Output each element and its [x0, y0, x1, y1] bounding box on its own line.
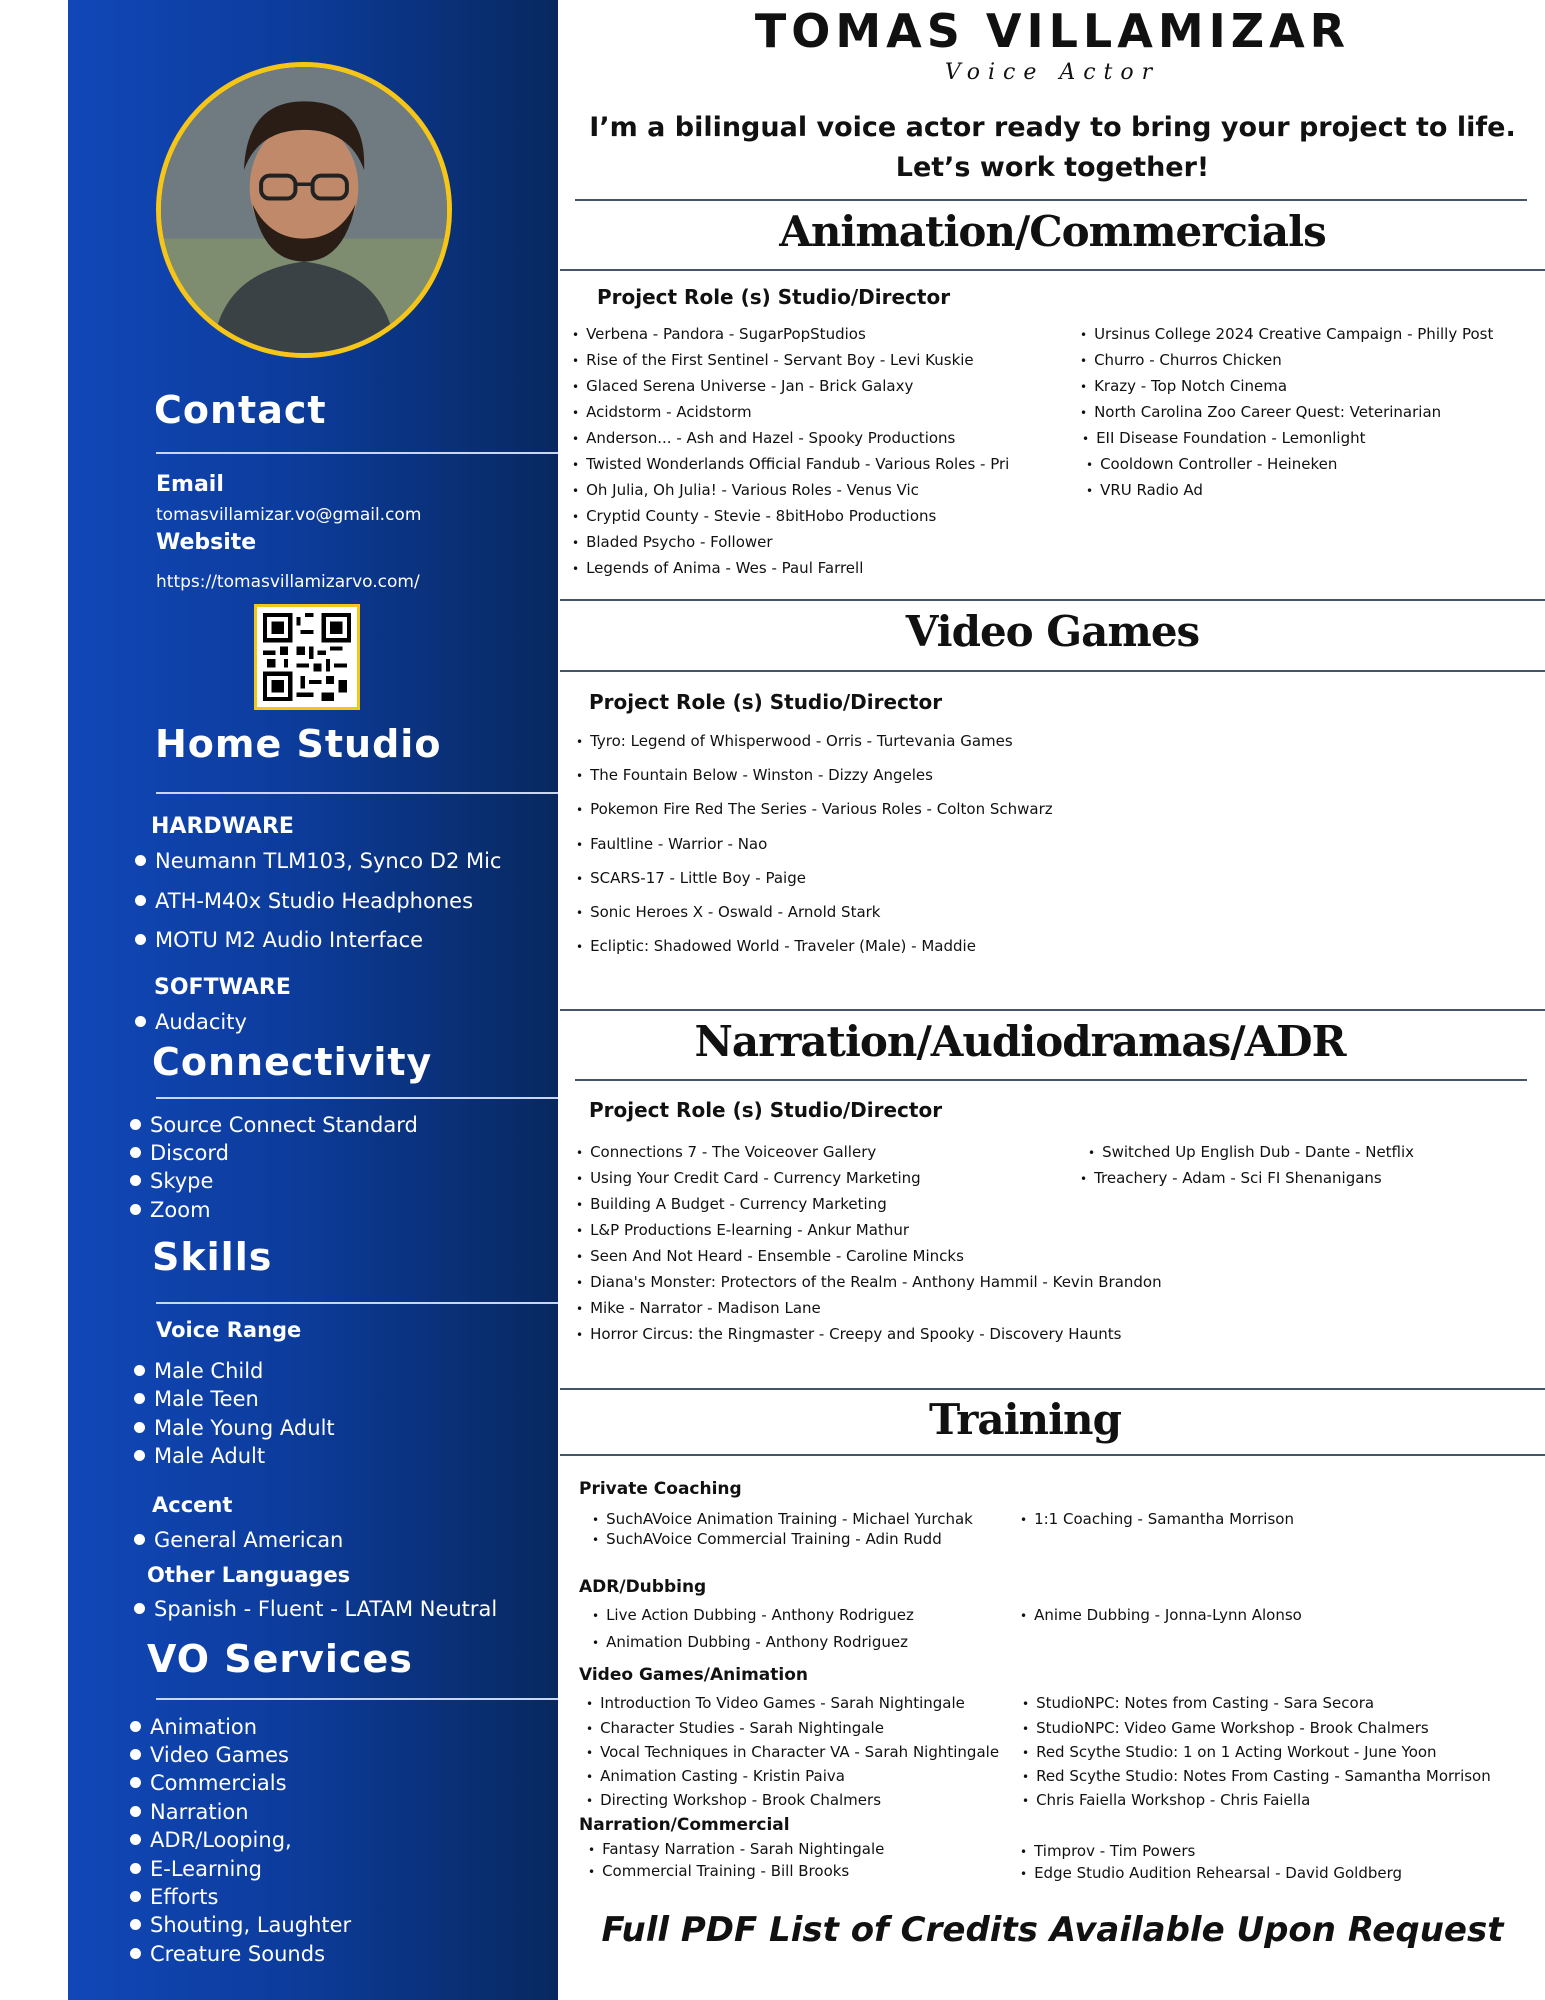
credit-item: • Acidstorm - Acidstorm	[572, 403, 752, 421]
vo-services-title: VO Services	[147, 1637, 413, 1681]
training-item: • Vocal Techniques in Character VA - Sarah Nightingale	[586, 1743, 999, 1761]
video-games-title: Video Games	[905, 607, 1200, 656]
hardware-item: Neumann TLM103, Synco D2 Mic	[135, 849, 501, 873]
contact-title: Contact	[154, 388, 327, 432]
service-item: Animation	[130, 1715, 257, 1739]
credit-item: • Seen And Not Heard - Ensemble - Caroline Mincks	[576, 1247, 964, 1265]
skills-title: Skills	[152, 1235, 273, 1279]
credit-item: • Cooldown Controller - Heineken	[1086, 455, 1337, 473]
voice-range-item: Male Teen	[134, 1387, 259, 1411]
credits-footer: Full PDF List of Credits Available Upon Request	[601, 1910, 1504, 1950]
training-item: • 1:1 Coaching - Samantha Morrison	[1020, 1510, 1294, 1528]
training-item: • Edge Studio Audition Rehearsal - David Goldberg	[1020, 1864, 1402, 1882]
credit-item: • Mike - Narrator - Madison Lane	[576, 1299, 821, 1317]
credit-item: • Sonic Heroes X - Oswald - Arnold Stark	[576, 903, 881, 921]
credit-item: • Rise of the First Sentinel - Servant Boy - Levi Kuskie	[572, 351, 974, 369]
website-link[interactable]: https://tomasvillamizarvo.com/	[156, 572, 420, 592]
credit-item: • Connections 7 - The Voiceover Gallery	[576, 1143, 876, 1161]
training-item: • Animation Dubbing - Anthony Rodriguez	[592, 1633, 908, 1651]
training-item: • SuchAVoice Animation Training - Michael Yurchak	[592, 1510, 973, 1528]
other-languages-label: Other Languages	[147, 1563, 351, 1587]
training-item: • Animation Casting - Kristin Paiva	[586, 1767, 845, 1785]
software-label: SOFTWARE	[154, 975, 291, 1000]
training-item: • StudioNPC: Notes from Casting - Sara Secora	[1022, 1694, 1374, 1712]
page-title: TOMAS VILLAMIZAR	[754, 4, 1351, 58]
home-studio-title: Home Studio	[155, 722, 442, 766]
divider	[560, 670, 1545, 672]
profile-photo	[156, 62, 452, 358]
email-link[interactable]: tomasvillamizar.vo@gmail.com	[156, 505, 422, 525]
training-item: • StudioNPC: Video Game Workshop - Brook Chalmers	[1022, 1719, 1429, 1737]
connectivity-item: Zoom	[130, 1198, 211, 1222]
service-item: Creature Sounds	[130, 1942, 325, 1966]
connectivity-item: Source Connect Standard	[130, 1113, 418, 1137]
training-item: • Red Scythe Studio: 1 on 1 Acting Workout - June Yoon	[1022, 1743, 1437, 1761]
credit-item: • Ursinus College 2024 Creative Campaign - Philly Post	[1080, 325, 1493, 343]
skills-divider	[156, 1302, 558, 1304]
animation-column-header: Project Role (s) Studio/Director	[597, 285, 951, 309]
hardware-item: MOTU M2 Audio Interface	[135, 928, 423, 952]
voice-range-item: Male Young Adult	[134, 1416, 335, 1440]
service-item: E-Learning	[130, 1857, 262, 1881]
narration-column-header: Project Role (s) Studio/Director	[589, 1098, 943, 1122]
divider	[560, 1009, 1545, 1011]
credit-item: • Legends of Anima - Wes - Paul Farrell	[572, 559, 863, 577]
accent-label: Accent	[152, 1493, 233, 1517]
divider	[575, 199, 1527, 201]
service-item: Efforts	[130, 1885, 218, 1909]
credit-item: • Using Your Credit Card - Currency Marketing	[576, 1169, 921, 1187]
tagline-line-2: Let’s work together!	[895, 152, 1210, 183]
tagline-line-1: I’m a bilingual voice actor ready to bring your project to life.	[589, 112, 1516, 143]
divider	[560, 1388, 1545, 1390]
subtitle: Voice Actor	[944, 60, 1161, 85]
credit-item: • Faultline - Warrior - Nao	[576, 835, 767, 853]
credit-item: • The Fountain Below - Winston - Dizzy Angeles	[576, 766, 933, 784]
credit-item: • Verbena - Pandora - SugarPopStudios	[572, 325, 866, 343]
sidebar	[68, 0, 558, 2000]
service-item: Shouting, Laughter	[130, 1913, 351, 1937]
training-item: • SuchAVoice Commercial Training - Adin Rudd	[592, 1530, 942, 1548]
training-adr-label: ADR/Dubbing	[579, 1577, 707, 1597]
training-item: • Timprov - Tim Powers	[1020, 1842, 1195, 1860]
service-item: ADR/Looping,	[130, 1828, 292, 1852]
credit-item: • Tyro: Legend of Whisperwood - Orris - Turtevania Games	[576, 732, 1013, 750]
credit-item: • Churro - Churros Chicken	[1080, 351, 1282, 369]
credit-item: • L&P Productions E-learning - Ankur Mathur	[576, 1221, 909, 1239]
video-games-column-header: Project Role (s) Studio/Director	[589, 690, 943, 714]
credit-item: • Oh Julia, Oh Julia! - Various Roles - Venus Vic	[572, 481, 919, 499]
software-item: Audacity	[135, 1010, 247, 1034]
credit-item: • EII Disease Foundation - Lemonlight	[1082, 429, 1365, 447]
service-item: Video Games	[130, 1743, 289, 1767]
connectivity-item: Discord	[130, 1141, 229, 1165]
credit-item: • North Carolina Zoo Career Quest: Veterinarian	[1080, 403, 1441, 421]
credit-item: • Building A Budget - Currency Marketing	[576, 1195, 887, 1213]
training-title: Training	[929, 1395, 1121, 1444]
credit-item: • SCARS-17 - Little Boy - Paige	[576, 869, 806, 887]
training-private-label: Private Coaching	[579, 1479, 742, 1499]
training-item: • Chris Faiella Workshop - Chris Faiella	[1022, 1791, 1310, 1809]
connectivity-divider	[156, 1097, 558, 1099]
credit-item: • Switched Up English Dub - Dante - Netflix	[1088, 1143, 1414, 1161]
accent-item: General American	[134, 1528, 343, 1552]
training-item: • Anime Dubbing - Jonna-Lynn Alonso	[1020, 1606, 1302, 1624]
divider	[560, 599, 1545, 601]
training-item: • Red Scythe Studio: Notes From Casting - Samantha Morrison	[1022, 1767, 1491, 1785]
credit-item: • Cryptid County - Stevie - 8bitHobo Productions	[572, 507, 936, 525]
website-label: Website	[156, 530, 257, 555]
credit-item: • Glaced Serena Universe - Jan - Brick Galaxy	[572, 377, 913, 395]
training-narration-label: Narration/Commercial	[579, 1815, 790, 1835]
credit-item: • Krazy - Top Notch Cinema	[1080, 377, 1287, 395]
credit-item: • Treachery - Adam - Sci FI Shenanigans	[1080, 1169, 1382, 1187]
vo-services-divider	[156, 1698, 558, 1700]
training-item: • Character Studies - Sarah Nightingale	[586, 1719, 884, 1737]
credit-item: • Ecliptic: Shadowed World - Traveler (Male) - Maddie	[576, 937, 976, 955]
training-item: • Directing Workshop - Brook Chalmers	[586, 1791, 881, 1809]
divider	[575, 1079, 1527, 1081]
training-item: • Live Action Dubbing - Anthony Rodriguez	[592, 1606, 914, 1624]
language-item: Spanish - Fluent - LATAM Neutral	[134, 1597, 497, 1621]
service-item: Commercials	[130, 1771, 287, 1795]
hardware-item: ATH-M40x Studio Headphones	[135, 889, 473, 913]
email-label: Email	[156, 472, 224, 497]
service-item: Narration	[130, 1800, 249, 1824]
home-studio-divider	[156, 792, 558, 794]
qr-code-icon[interactable]	[254, 604, 360, 710]
credit-item: • Horror Circus: the Ringmaster - Creepy and Spooky - Discovery Haunts	[576, 1325, 1121, 1343]
credit-item: • Twisted Wonderlands Official Fandub - Various Roles - Pri	[572, 455, 1009, 473]
credit-item: • Bladed Psycho - Follower	[572, 533, 773, 551]
credit-item: • Diana's Monster: Protectors of the Realm - Anthony Hammil - Kevin Brandon	[576, 1273, 1162, 1291]
contact-divider	[156, 452, 558, 454]
voice-range-item: Male Adult	[134, 1444, 265, 1468]
training-item: • Commercial Training - Bill Brooks	[588, 1862, 849, 1880]
animation-title: Animation/Commercials	[779, 207, 1326, 256]
connectivity-item: Skype	[130, 1169, 213, 1193]
connectivity-title: Connectivity	[152, 1040, 433, 1084]
voice-range-label: Voice Range	[156, 1318, 302, 1342]
tagline	[560, 108, 1545, 188]
voice-range-item: Male Child	[134, 1359, 263, 1383]
credit-item: • Pokemon Fire Red The Series - Various Roles - Colton Schwarz	[576, 800, 1053, 818]
hardware-label: HARDWARE	[151, 814, 294, 839]
training-item: • Introduction To Video Games - Sarah Nightingale	[586, 1694, 965, 1712]
divider	[560, 1454, 1545, 1456]
training-item: • Fantasy Narration - Sarah Nightingale	[588, 1840, 884, 1858]
credit-item: • VRU Radio Ad	[1086, 481, 1203, 499]
training-games-label: Video Games/Animation	[579, 1665, 808, 1685]
credit-item: • Anderson... - Ash and Hazel - Spooky Productions	[572, 429, 955, 447]
narration-title: Narration/Audiodramas/ADR	[694, 1017, 1346, 1066]
divider	[560, 269, 1545, 271]
